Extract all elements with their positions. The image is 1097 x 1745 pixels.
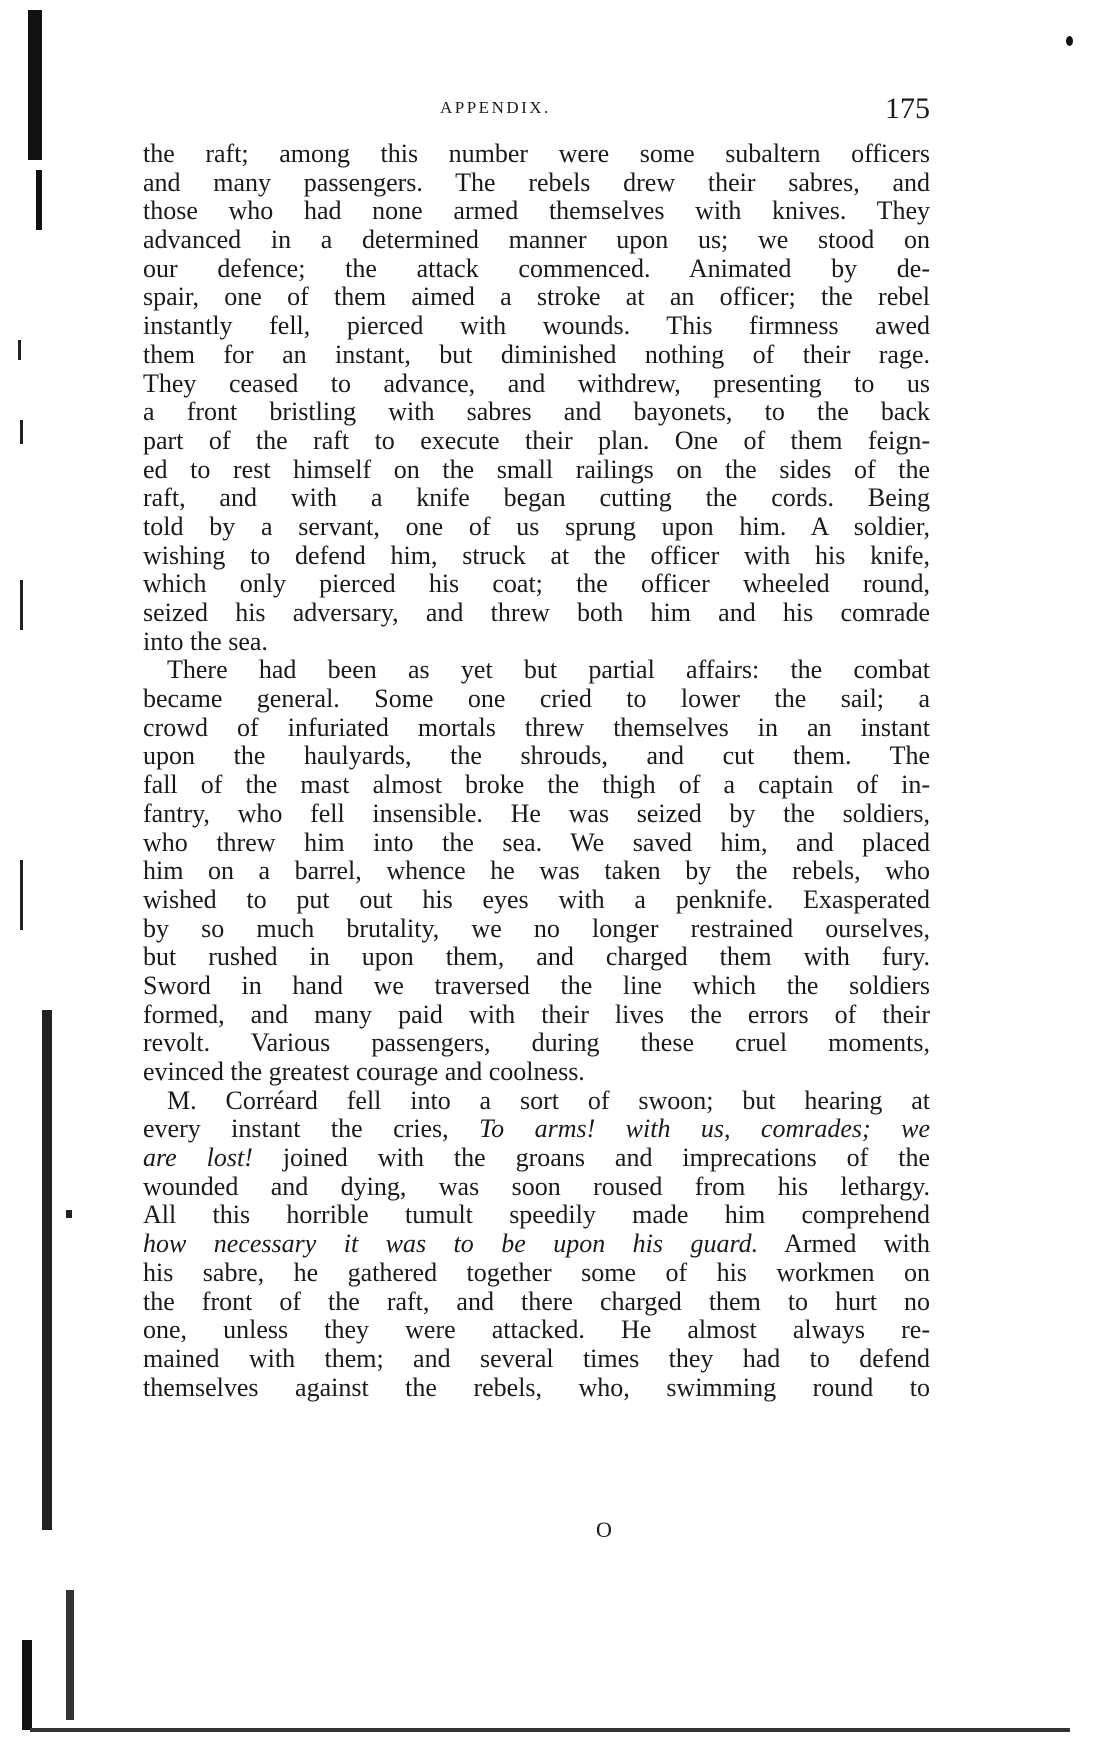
- italic-quote: To arms! with us, comrades; we: [479, 1115, 930, 1144]
- text-line: wished to put out his eyes with a penknife. Exasperated: [143, 885, 930, 914]
- text-line: [143, 1230, 930, 1259]
- text-line: [143, 1115, 930, 1144]
- scan-speck: [20, 860, 23, 930]
- text-line: seized his adversary, and threw both him and his comrade: [143, 599, 930, 627]
- paragraph-start-line: M. Corréard fell into a sort of swoon; but hearing at: [167, 1086, 930, 1115]
- signature-mark: O: [596, 1517, 612, 1542]
- text-line: crowd of infuriated mortals threw themselves in an instant: [143, 713, 930, 742]
- text-line: by so much brutality, we no longer restrained ourselves,: [143, 914, 930, 943]
- text-line: mained with them; and several times they had to defend: [143, 1344, 930, 1373]
- text-line: spair, one of them aimed a stroke at an officer; the rebel: [143, 283, 930, 312]
- text-line: fantry, who fell insensible. He was seized by the soldiers,: [143, 799, 930, 828]
- text-line: ed to rest himself on the small railings on the sides of the: [143, 455, 930, 484]
- text-line: and many passengers. The rebels drew their sabres, and: [143, 168, 930, 197]
- text-line: his sabre, he gathered together some of his workmen on: [143, 1258, 930, 1287]
- scan-edge-shadow: [22, 1640, 32, 1730]
- text-line: advanced in a determined manner upon us; we stood on: [143, 226, 930, 255]
- text-line: formed, and many paid with their lives the errors of their: [143, 1000, 930, 1029]
- text-segment: every instant the cries,: [143, 1115, 480, 1144]
- text-line: [143, 1144, 930, 1173]
- paragraph-start-line: There had been as yet but partial affairs: the combat: [167, 656, 930, 685]
- body-text: [143, 140, 930, 1402]
- text-line: who threw him into the sea. We saved him, and placed: [143, 828, 930, 857]
- scan-speck: [20, 420, 23, 444]
- text-line: the raft; among this number were some subaltern officers: [143, 140, 930, 168]
- scan-speck: [20, 580, 23, 630]
- scan-speck: [1066, 36, 1073, 46]
- text-line: They ceased to advance, and withdrew, presenting to us: [143, 369, 930, 398]
- text-line: became general. Some one cried to lower the sail; a: [143, 685, 930, 714]
- text-line: the front of the raft, and there charged them to hurt no: [143, 1287, 930, 1316]
- text-segment: joined with the groans and imprecations of the: [252, 1144, 930, 1173]
- scan-bottom-edge: [30, 1728, 1070, 1732]
- italic-phrase: how necessary it was to be upon his guard.: [143, 1230, 759, 1259]
- paragraph-end-line: evinced the greatest courage and coolness.: [143, 1058, 585, 1086]
- page-number: 175: [885, 92, 930, 125]
- scan-speck: [66, 1210, 72, 1218]
- text-line: which only pierced his coat; the officer wheeled round,: [143, 570, 930, 599]
- scan-edge-shadow: [36, 170, 42, 230]
- text-line: revolt. Various passengers, during these cruel moments,: [143, 1029, 930, 1058]
- text-line: those who had none armed themselves with knives. They: [143, 197, 930, 226]
- paragraph-end-line: into the sea.: [143, 627, 268, 656]
- scan-edge-shadow: [66, 1590, 74, 1720]
- text-line: themselves against the rebels, who, swimming round to: [143, 1373, 930, 1402]
- text-line: Sword in hand we traversed the line which the soldiers: [143, 971, 930, 1000]
- running-head: APPENDIX.: [440, 98, 551, 117]
- text-line: but rushed in upon them, and charged them with fury.: [143, 943, 930, 972]
- text-segment: Armed with: [758, 1230, 930, 1259]
- text-line: fall of the mast almost broke the thigh of a captain of in-: [143, 771, 930, 800]
- text-line: raft, and with a knife began cutting the cords. Being: [143, 484, 930, 513]
- text-line: wishing to defend him, struck at the officer with his knife,: [143, 541, 930, 570]
- text-line: part of the raft to execute their plan. One of them feign-: [143, 426, 930, 455]
- text-line: a front bristling with sabres and bayonets, to the back: [143, 398, 930, 427]
- italic-quote: are lost!: [143, 1144, 253, 1173]
- text-line: upon the haulyards, the shrouds, and cut them. The: [143, 742, 930, 771]
- text-line: them for an instant, but diminished nothing of their rage.: [143, 340, 930, 369]
- scan-edge-shadow: [42, 1010, 52, 1530]
- text-line: told by a servant, one of us sprung upon him. A soldier,: [143, 512, 930, 541]
- text-line: wounded and dying, was soon roused from his lethargy.: [143, 1172, 930, 1201]
- text-line: instantly fell, pierced with wounds. This firmness awed: [143, 312, 930, 341]
- text-line: our defence; the attack commenced. Animated by de-: [143, 254, 930, 283]
- text-line: All this horrible tumult speedily made him comprehend: [143, 1201, 930, 1230]
- text-line: him on a barrel, whence he was taken by the rebels, who: [143, 857, 930, 886]
- scan-speck: [18, 340, 21, 360]
- scan-edge-shadow: [28, 10, 42, 160]
- text-line: one, unless they were attacked. He almost always re-: [143, 1316, 930, 1345]
- page-header: [140, 92, 930, 132]
